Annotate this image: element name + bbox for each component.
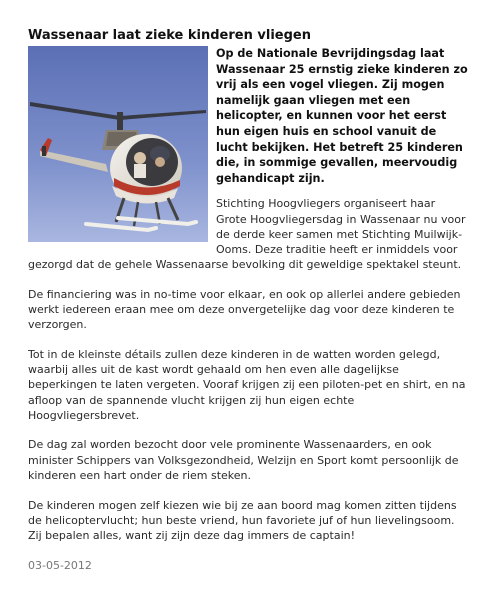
article-lead: Op de Nationale Bevrijdingsdag laat Wassenaar 25 ernstig zieke kinderen zo vrij als een vogel vliegen. Zij mogen namelijk gaan vliegen met een helicopter, en kunnen voor het eerst hun eigen huis en school vanuit de lucht bekijken. Het betreft 25 kinderen die, in sommige gevallen, meervoudig gehandicapt zijn. — [216, 47, 468, 185]
article — [28, 28, 468, 573]
article-date: 03-05-2012 — [28, 558, 92, 572]
article-paragraph: De dag zal worden bezocht door vele prominente Wassenaarders, en ook minister Schippers van Volksgezondheid, Welzijn en Sport komt persoonlijk de kinderen een hart onder de riem steken. — [28, 438, 459, 482]
article-paragraph: Tot in de kleinste détails zullen deze kinderen in de watten worden gelegd, waarbij alles uit de kast wordt gehaald om hen even alle dagelijkse beperkingen te laten vergeten. Vooraf krijgen zij een piloten-pet en shirt, en na afloop van de spannende vlucht krijgen zij hun eigen echte Hoogvliegersbrevet. — [28, 347, 466, 422]
article-title: Wassenaar laat zieke kinderen vliegen — [28, 28, 311, 43]
article-paragraph: De kinderen mogen zelf kiezen wie bij ze aan boord mag komen zitten tijdens de helicoptervlucht; hun beste vriend, hun favoriete juf of hun lievelingsoom. Zij bepalen alles, want zij zijn deze dag immers de captain! — [28, 498, 457, 542]
article-paragraph: De financiering was in no-time voor elkaar, en ook op allerlei andere gebieden werkt iedereen eraan mee om deze onvergetelijke dag voor deze kinderen te verzorgen. — [28, 287, 461, 332]
article-paragraph: Stichting Hoogvliegers organiseert haar Grote Hoogvliegersdag in Wassenaar nu voor de derde keer samen met Stichting Muilwijk-Ooms. Deze traditie heeft er inmiddels voor gezorgd dat de gehele Wassenaarse bevolking dit geweldige spektakel steunt. — [28, 197, 466, 272]
helicopter-photo — [28, 46, 208, 242]
